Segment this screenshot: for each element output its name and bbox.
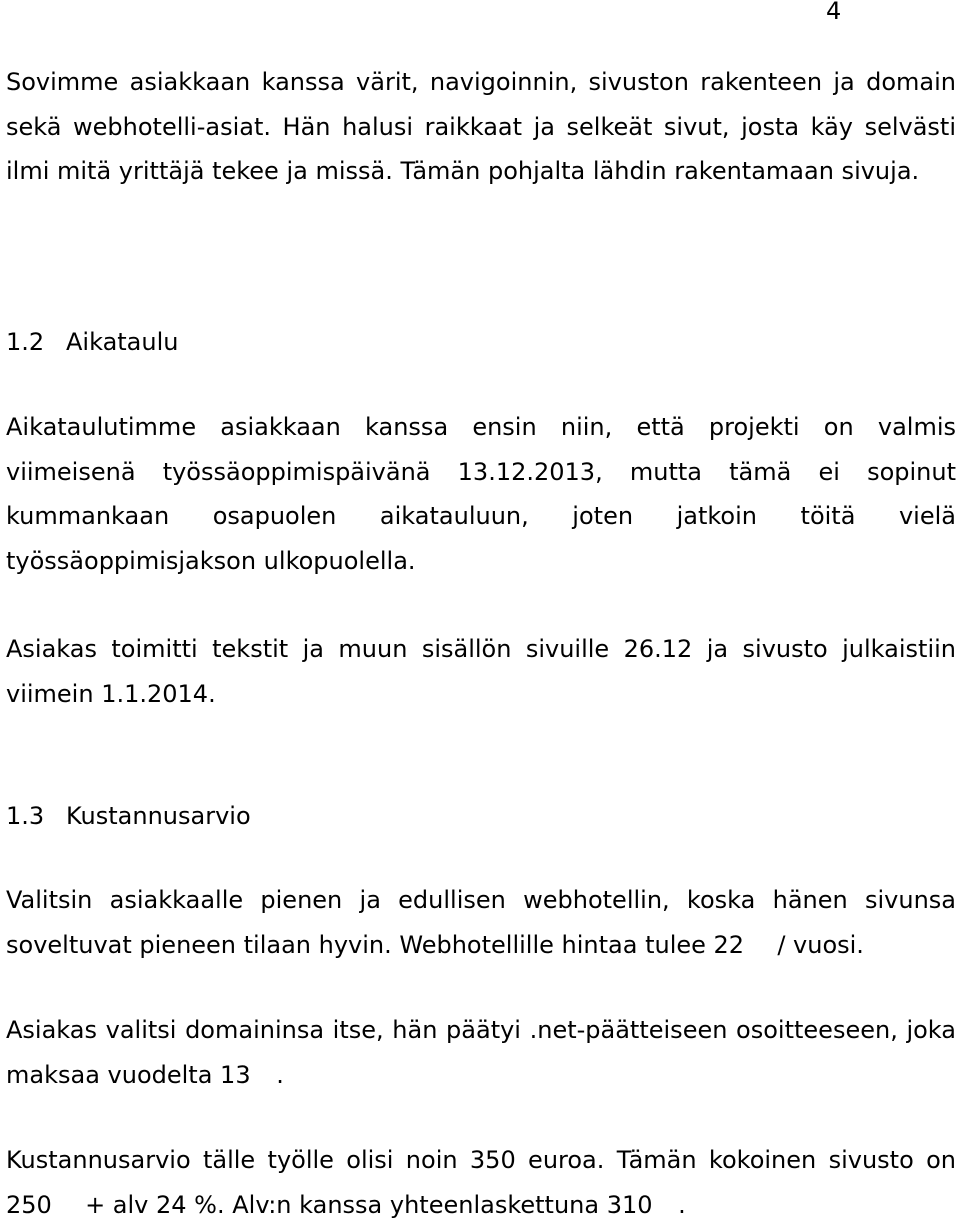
page-number: 4: [826, 0, 842, 25]
section-number: 1.2: [6, 328, 45, 356]
section-heading-budget: [6, 794, 251, 839]
section-number: 1.3: [6, 802, 45, 830]
budget-text: Asiakas valitsi domaininsa itse, hän päätyi .net-päätteiseen osoitteeseen, joka maksaa vuodelta 13: [6, 1016, 956, 1089]
schedule-paragraph-1: Aikataulutimme asiakkaan kanssa ensin niin, että projekti on valmis viimeisenä työssäoppimispäivänä 13.12.2013, mutta tämä ei sopinut kummankaan osapuolen aikatauluun, joten jatkoin töitä vielä työssäoppimisjakson ulkopuolella.: [6, 413, 956, 575]
budget-text: .: [678, 1190, 686, 1219]
section-title: Aikataulu: [66, 328, 179, 356]
budget-text: / vuosi.: [769, 930, 864, 959]
budget-text: Valitsin asiakkaalle pienen ja edullisen webhotellin, koska hänen sivunsa soveltuvat pieneen tilaan hyvin. Webhotellille hintaa tulee 22: [6, 886, 956, 959]
budget-paragraph-2: [6, 1008, 956, 1097]
budget-paragraph-1: [6, 878, 956, 967]
budget-text: .: [276, 1060, 284, 1089]
section-heading-schedule: [6, 320, 178, 365]
budget-text: + alv 24 %. Alv:n kanssa yhteenlaskettuna 310: [77, 1190, 661, 1219]
schedule-paragraph-2: Asiakas toimitti tekstit ja muun sisällön sivuille 26.12 ja sivusto julkaistiin viimein 1.1.2014.: [6, 635, 956, 708]
budget-text: Kustannusarvio tälle työlle olisi noin 350 euroa. Tämän kokoinen sivusto on 250: [6, 1146, 956, 1219]
budget-paragraph-3: [6, 1138, 956, 1227]
section-title: Kustannusarvio: [66, 802, 251, 830]
intro-paragraph: Sovimme asiakkaan kanssa värit, navigoinnin, sivuston rakenteen ja domain sekä webhotelli-asiat. Hän halusi raikkaat ja selkeät sivut, josta käy selvästi ilmi mitä yrittäjä tekee ja missä. Tämän pohjalta lähdin rakentamaan sivuja.: [6, 68, 956, 185]
